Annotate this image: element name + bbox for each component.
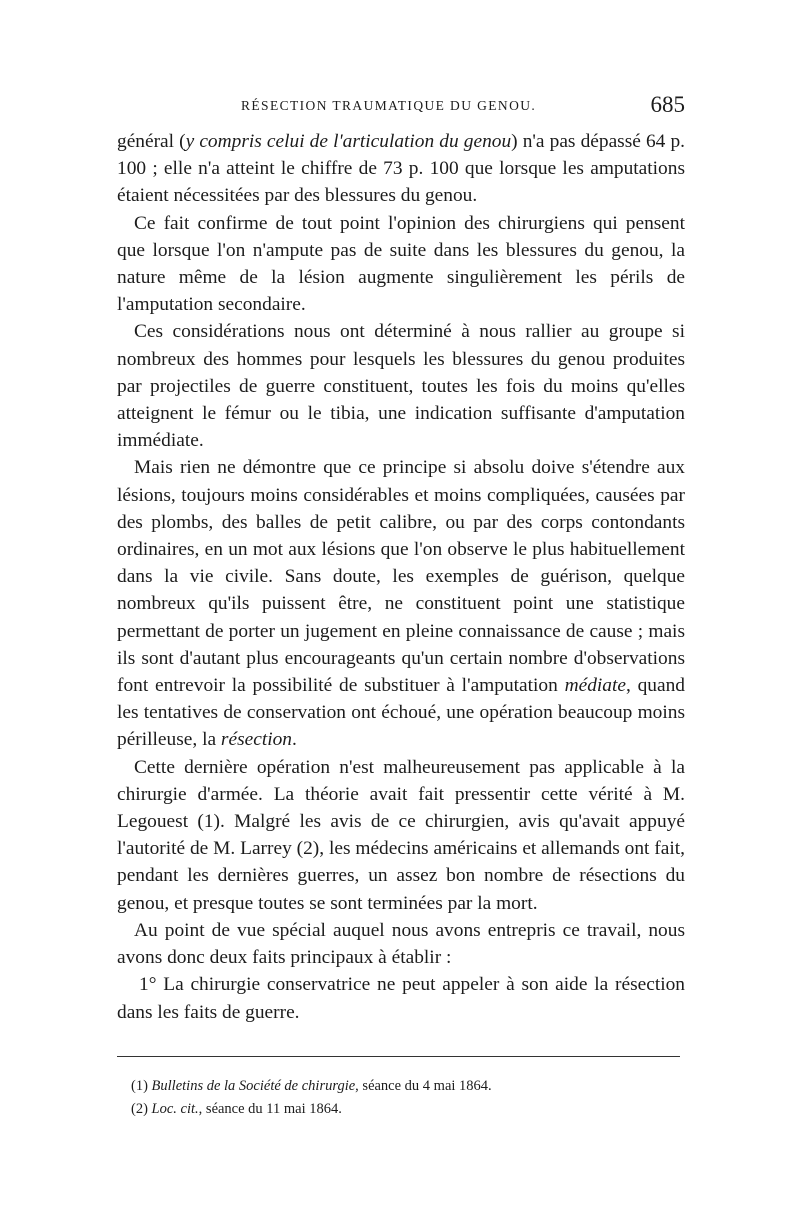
paragraph-3: Ces considérations nous ont déterminé à nous rallier au groupe si nombreux des hommes pour lesquels les blessures du genou produites par projectiles de guerre constituent, toutes les fois du moins qu'elles atteignent le fémur ou le tibia, une indication suffisante d'amputation immédiate. [117, 321, 685, 452]
footnote-1-text: , séance du 4 mai 1864. [355, 1077, 492, 1094]
footnote-1 [131, 1075, 685, 1098]
footnote-2-text: , séance du 11 mai 1864. [198, 1100, 342, 1117]
paragraph-7: 1° La chirurgie conservatrice ne peut appeler à son aide la résection dans les faits de guerre. [117, 974, 685, 1023]
book-page [117, 92, 685, 1121]
footnote-1-italic: Bulletins de la Société de chirurgie [151, 1077, 356, 1094]
footnote-2-number: (2) [131, 1100, 152, 1117]
footnote-divider [117, 1056, 680, 1057]
paragraph-1-text-a: général ( [117, 131, 186, 152]
paragraph-4-text-c: . [292, 729, 297, 751]
paragraph-2: Ce fait confirme de tout point l'opinion des chirurgiens qui pensent que lorsque l'on n'ampute pas de suite dans les blessures du genou, la nature même de la lésion augmente singulièrement les périls de l'amputation secondaire. [117, 212, 685, 316]
body-text [117, 128, 685, 1026]
paragraph-5: Cette dernière opération n'est malheureusement pas applicable à la chirurgie d'armée. La théorie avait fait pressentir cette vérité à M. Legouest (1). Malgré les avis de ce chirurgien, avis qu'avait appuyé l'autorité de M. Larrey (2), les médecins américains et allemands ont fait, pendant les dernières guerres, un assez bon nombre de résections du genou, et presque toutes se sont terminées par la mort. [117, 756, 685, 914]
paragraph-1-text-b: ) n'a pas dépassé 64 p. 100 ; elle n'a atteint le chiffre de 73 p. 100 que lorsque les amputations étaient nécessitées par des blessures du genou. [117, 131, 685, 207]
running-head: RÉSECTION TRAUMATIQUE DU GENOU. [241, 98, 537, 113]
footnote-2 [131, 1098, 685, 1121]
paragraph-1-italic: y compris celui de l'articulation du genou [185, 131, 512, 152]
paragraph-4 [117, 454, 685, 753]
paragraph-6: Au point de vue spécial auquel nous avons entrepris ce travail, nous avons donc deux faits principaux à établir : [117, 919, 685, 969]
footnotes [117, 1075, 685, 1121]
paragraph-1 [117, 128, 685, 210]
footnote-1-number: (1) [131, 1077, 152, 1094]
paragraph-4-text-b: , quand les tentatives de conservation ont échoué, une opération beaucoup moins périlleuse, la [117, 675, 685, 751]
paragraph-4-italic-resection: résection [220, 729, 292, 751]
paragraph-4-text-a: Mais rien ne démontre que ce principe si absolu doive s'étendre aux lésions, toujours moins considérables et moins compliquées, causées par des plombs, des balles de petit calibre, ou par des corps contondants ordinaires, en un mot aux lésions que l'on observe le plus habituellement dans la vie civile. Sans doute, les exemples de guérison, quelque nombreux qu'ils puissent être, ne constituent point une statistique permettant de porter un jugement en pleine connaissance de cause ; mais ils sont d'autant plus encourageants qu'un certain nombre d'observations font entrevoir la possibilité de substituer à l'amputation [117, 457, 685, 697]
page-number: 685 [650, 92, 685, 117]
page-header [117, 92, 685, 122]
paragraph-4-italic-mediate: médiate [564, 675, 626, 697]
footnote-2-italic: Loc. cit. [151, 1100, 199, 1117]
